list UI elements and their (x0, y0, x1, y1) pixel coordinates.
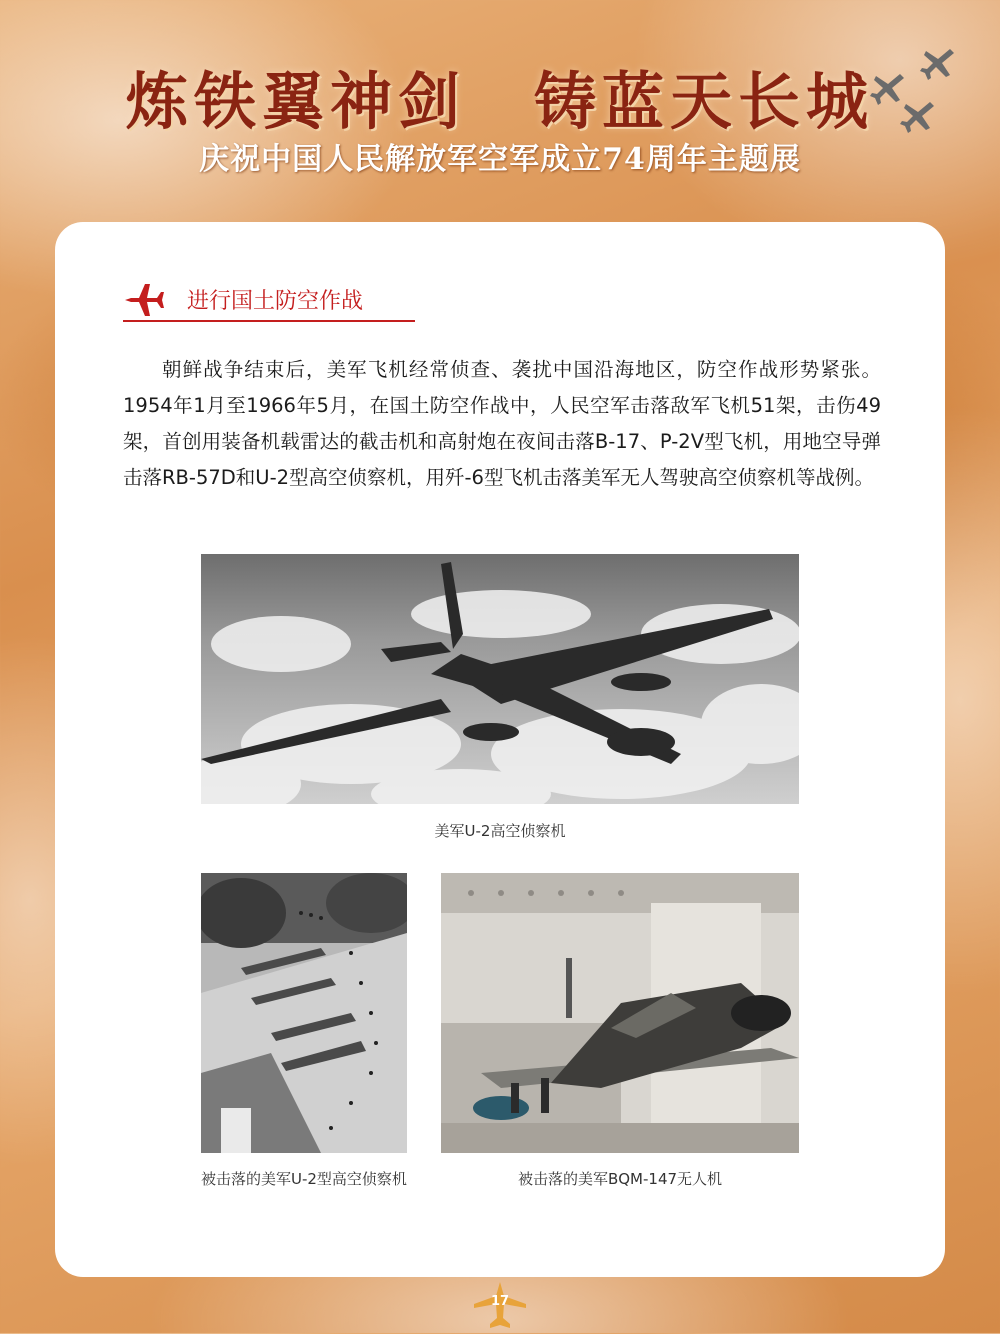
section-paragraph: 朝鲜战争结束后，美军飞机经常侦查、袭扰中国沿海地区，防空作战形势紧张。1954年1月至1966年5月，在国土防空作战中，人民空军击落敌军飞机51架，击伤49架，首创用装备机载雷达的截击机和高射炮在夜间击落B-17、P-2V型飞机，用地空导弹击落RB-57D和U-2型高空侦察机，用歼-6型飞机击落美军无人驾驶高空侦察机等战例。 (123, 358, 881, 489)
section-title: 进行国土防空作战 (187, 289, 364, 314)
content-card (55, 222, 945, 1277)
fighter-jets-decoration (860, 40, 970, 140)
section-header (123, 280, 415, 326)
shot-down-u2-caption: 被击落的美军U-2型高空侦察机 (201, 1170, 407, 1188)
shot-down-u2-photo (201, 873, 407, 1153)
fighter-jet-icon (900, 98, 940, 138)
page-subtitle: 庆祝中国人民解放军空军成立74周年主题展 (199, 142, 801, 177)
page-number: 17 (490, 1294, 510, 1309)
u2-photo-caption: 美军U-2高空侦察机 (434, 822, 566, 840)
page-number-badge (470, 1280, 530, 1330)
section-underline (123, 320, 415, 322)
page-title: 炼铁翼神剑 铸蓝天长城 (125, 65, 874, 138)
u2-photo (201, 554, 799, 804)
bqm147-drone-caption: 被击落的美军BQM-147无人机 (517, 1170, 723, 1188)
fighter-jet-icon (920, 45, 960, 85)
bqm147-drone-photo (441, 873, 799, 1153)
airplane-icon (123, 280, 167, 320)
